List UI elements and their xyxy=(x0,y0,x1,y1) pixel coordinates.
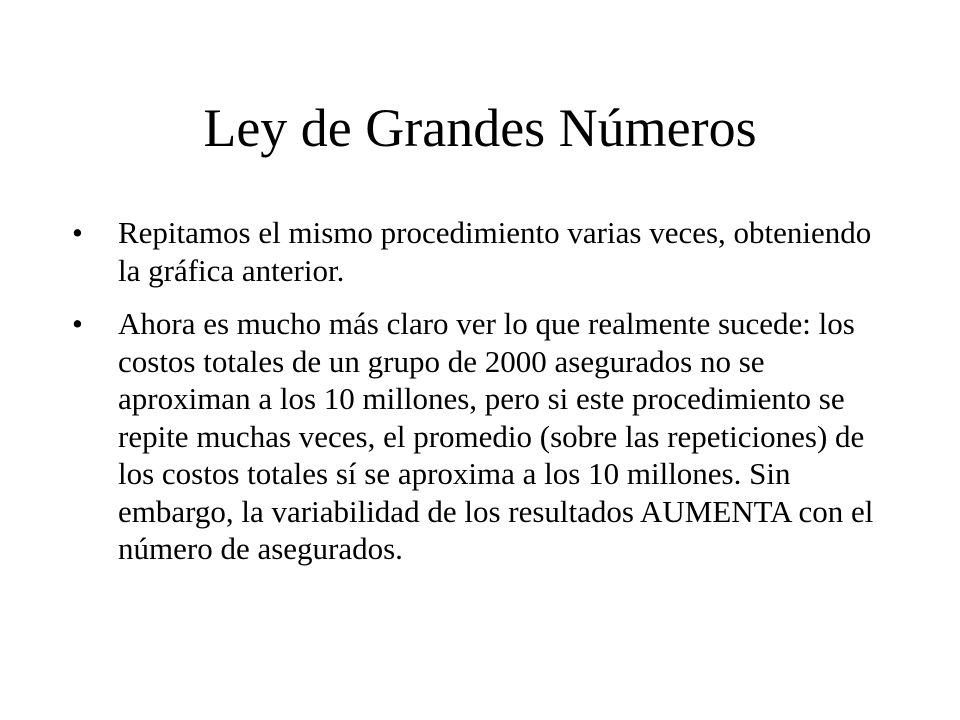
bullet-icon xyxy=(72,305,118,343)
bullet-list xyxy=(72,214,892,584)
bullet-text: Ahora es mucho más claro ver lo que realmente sucede: los costos totales de un grupo de 2000 asegurados no se aproximan a los 10 millones, pero si este procedimiento se repite muchas veces, el promedio (sobre las repeticiones) de los costos totales sí se aproxima a los 10 millones. Sin embargo, la variabilidad de los resultados AUMENTA con el número de asegurados. xyxy=(118,306,874,566)
bullet-item xyxy=(72,214,892,289)
bullet-text: Repitamos el mismo procedimiento varias veces, obteniendo la gráfica anterior. xyxy=(118,215,872,288)
bullet-icon xyxy=(72,214,118,252)
bullet-item xyxy=(72,305,892,568)
slide-title: Ley de Grandes Números xyxy=(203,98,757,158)
